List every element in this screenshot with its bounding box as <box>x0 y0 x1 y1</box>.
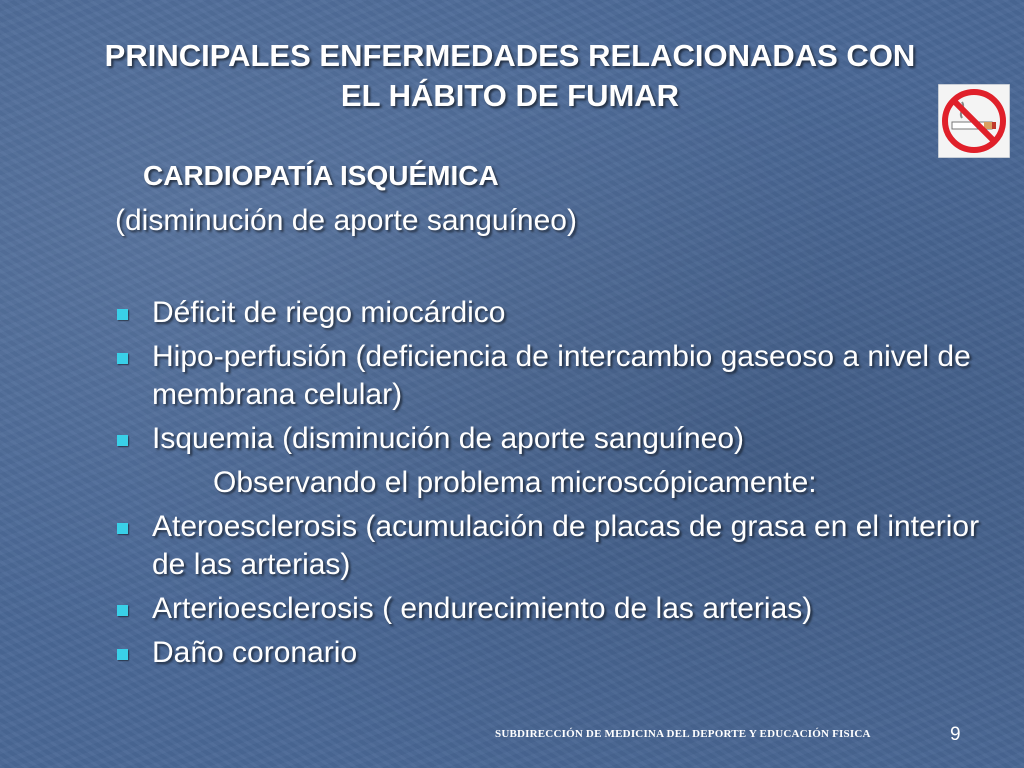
list-item <box>115 338 995 414</box>
list-item-text: Arterioesclerosis ( endurecimiento de las arterias) <box>152 592 813 625</box>
list-item-text: Isquemia (disminución de aporte sanguíneo) <box>152 422 745 455</box>
list-item <box>115 420 995 458</box>
square-bullet-icon <box>117 605 128 616</box>
footer-text: SUBDIRECCIÓN DE MEDICINA DEL DEPORTE Y EDUCACIÓN FISICA <box>495 728 871 740</box>
section-heading: CARDIOPATÍA ISQUÉMICA <box>143 160 499 191</box>
microscopic-note: Observando el problema microscópicamente: <box>213 466 817 499</box>
no-smoking-icon <box>938 84 1010 158</box>
slide-title <box>40 36 980 116</box>
list-item <box>115 590 995 628</box>
title-line-2: EL HÁBITO DE FUMAR <box>340 78 680 113</box>
list-item <box>115 294 995 332</box>
list-item-text: Daño coronario <box>152 636 358 669</box>
page-number: 9 <box>950 724 961 745</box>
square-bullet-icon <box>117 523 128 534</box>
bullet-list <box>115 294 995 678</box>
square-bullet-icon <box>117 435 128 446</box>
square-bullet-icon <box>117 353 128 364</box>
list-item-text: Déficit de riego miocárdico <box>152 296 506 329</box>
title-line-1: PRINCIPALES ENFERMEDADES RELACIONADAS CON <box>104 38 916 73</box>
list-item <box>115 634 995 672</box>
list-item-text: Ateroesclerosis (acumulación de placas de grasa en el interior de las arterias) <box>152 510 980 581</box>
list-item-text: Hipo-perfusión (deficiencia de intercambio gaseoso a nivel de membrana celular) <box>152 340 971 411</box>
section-subheading: (disminución de aporte sanguíneo) <box>115 204 577 237</box>
list-item <box>115 508 995 584</box>
square-bullet-icon <box>117 649 128 660</box>
square-bullet-icon <box>117 309 128 320</box>
